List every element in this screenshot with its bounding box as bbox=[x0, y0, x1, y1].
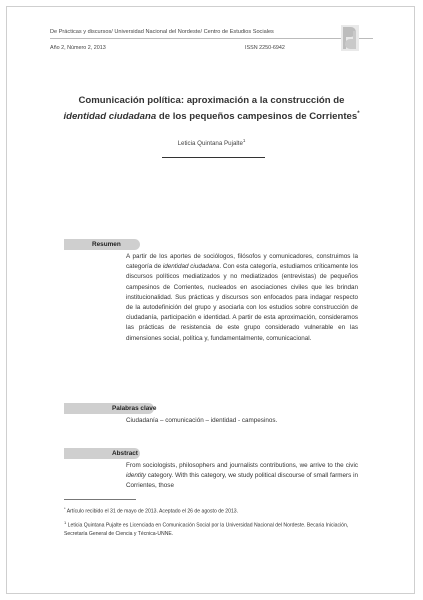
resumen-heading: Resumen bbox=[92, 241, 121, 248]
author-rule bbox=[162, 157, 265, 158]
author-name: Leticia Quintana Pujalte bbox=[177, 140, 243, 148]
resumen-text-a: A partir de los aportes de sociólogos, filósofos y comunicadores, construimos la categoría de bbox=[126, 253, 358, 271]
footnote-1-mark: * bbox=[64, 506, 66, 511]
title-rest: de los pequeños campesinos de Corrientes bbox=[156, 110, 358, 122]
title-line-2 bbox=[55, 108, 368, 124]
resumen-italic: identidad ciudadana bbox=[162, 263, 220, 271]
abstract-text-b: category. With this category, we study political discourse of small farmers in Corrientes, those bbox=[126, 472, 358, 490]
footnote-2-text: Leticia Quintana Pujalte es Licenciada en Comunicación Social por la Universidad Nacional del Nordeste. Becaria Iniciación, Secretaría General de Ciencia y Técnica-UNNE. bbox=[64, 522, 349, 538]
abstract-text bbox=[126, 461, 358, 492]
resumen-text-b: . Con esta categoría, estudiamos críticamente los discursos políticos mediatizados y no mediatizados (entrevistas) de pequeños campesinos de Corrientes, nucleados en asociaciones civiles que les brindan institucionalidad. Sus prácticas y discursos son enfocados para indagar respecto de la autodefinición del grupo y asociarla con los estudios sobre construcción de ciudadanía, participación e identidad. A partir de esta aproximación, consideramos las prácticas de resistencia de este grupo considerado vulnerable en las dimensiones social, política y, fundamentalmente, comunicacional. bbox=[126, 263, 359, 342]
title-line-1: Comunicación política: aproximación a la construcción de bbox=[78, 95, 345, 106]
keywords-text: Ciudadanía – comunicación – identidad - campesinos. bbox=[126, 417, 278, 424]
footnote-2-mark: 1 bbox=[64, 520, 67, 525]
footnote-1-text: Artículo recibido el 31 de mayo de 2013. Aceptado el 26 de agosto de 2013. bbox=[65, 508, 239, 515]
footnote-rule bbox=[64, 499, 136, 500]
author-footnote-mark: 1 bbox=[242, 138, 246, 143]
pd-monogram-icon bbox=[341, 25, 359, 51]
journal-header: De Prácticas y discursos/ Universidad Nacional del Nordeste/ Centro de Estudios Sociales bbox=[50, 29, 274, 35]
title-footnote-mark: * bbox=[357, 110, 360, 117]
article-title bbox=[55, 94, 368, 123]
footnote-2 bbox=[64, 519, 364, 539]
issue-info: Año 2, Número 2, 2013 bbox=[50, 45, 106, 51]
abstract-heading: Abstract bbox=[112, 450, 138, 457]
resumen-text bbox=[126, 252, 358, 344]
abstract-italic: identity bbox=[126, 472, 146, 480]
header-rule bbox=[50, 38, 373, 39]
author-line bbox=[55, 138, 368, 147]
title-italic: identidad ciudadana bbox=[63, 110, 157, 122]
abstract-text-a: From sociologists, philosophers and journalists contributions, we arrive to the civic bbox=[126, 462, 358, 469]
issn: ISSN 2250-6942 bbox=[245, 45, 285, 51]
keywords-heading: Palabras clave bbox=[112, 405, 157, 412]
footnote-1 bbox=[64, 505, 364, 516]
